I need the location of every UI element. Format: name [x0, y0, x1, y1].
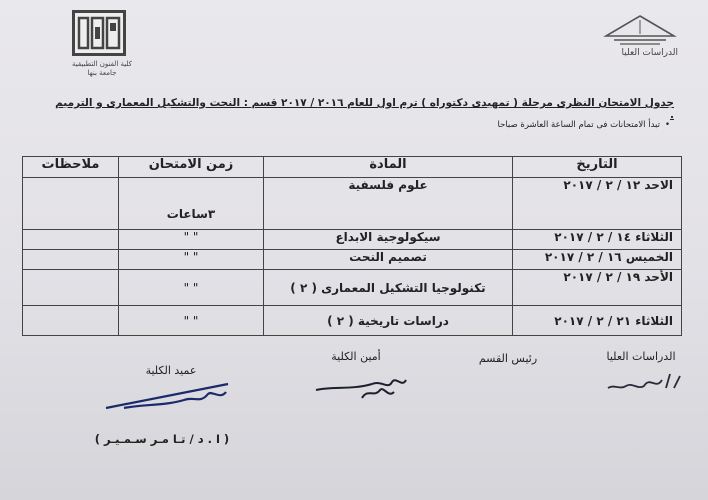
row-subject: علوم فلسفية — [264, 178, 513, 230]
logo-university-name: جامعة بنها — [87, 69, 117, 77]
dean-name: ( ا . د / تـا مـر سـمـيـر ) — [94, 432, 230, 446]
row-notes — [23, 250, 119, 270]
header-duration: زمن الامتحان — [119, 157, 264, 178]
row-date: الاحد ١٢ / ٢ / ٢٠١٧ — [513, 178, 682, 230]
bullet-icon: • — [664, 120, 670, 130]
faculty-secretary-signature-icon — [312, 368, 412, 404]
row-subject: سيكولوجية الابداع — [264, 230, 513, 250]
row-duration: " " — [119, 250, 264, 270]
logo-faculty-name: كلية الفنون التطبيقية — [71, 60, 133, 68]
document-title: جدول الامتحان النظرى مرحلة ( تمهيدى دكتوراه ) ترم اول للعام ٢٠١٦ / ٢٠١٧ قسم : النحت والتشكيل المعمارى و الترميم . — [55, 97, 674, 121]
row-notes — [23, 178, 119, 230]
row-duration: " " — [119, 306, 264, 336]
row-duration: " " — [119, 270, 264, 306]
row-subject: تكنولوجيا التشكيل المعمارى ( ٢ ) — [264, 270, 513, 306]
grad-studies-label: الدراسات العليا — [621, 48, 678, 58]
row-date: الخميس ١٦ / ٢ / ٢٠١٧ — [513, 250, 682, 270]
row-date: الأحد ١٩ / ٢ / ٢٠١٧ — [513, 270, 682, 306]
table-row — [23, 306, 682, 336]
table-row — [23, 270, 682, 306]
faculty-secretary-signatory: أمين الكلية — [331, 350, 381, 363]
table-row — [23, 230, 682, 250]
row-date: الثلاثاء ١٤ / ٢ / ٢٠١٧ — [513, 230, 682, 250]
university-emblem-icon — [600, 14, 680, 48]
row-notes — [23, 230, 119, 250]
row-duration: " " — [119, 230, 264, 250]
grad-studies-signatory: الدراسات العليا — [606, 350, 676, 363]
dept-head-signatory: رئيس القسم — [478, 352, 538, 365]
row-duration — [119, 178, 264, 230]
row-duration-text: ٣ساعات — [166, 207, 216, 221]
row-subject: دراسات تاريخية ( ٢ ) — [264, 306, 513, 336]
row-date: الثلاثاء ٢١ / ٢ / ٢٠١٧ — [513, 306, 682, 336]
exam-schedule-table — [22, 156, 682, 336]
header-date: التاريخ — [513, 157, 682, 178]
row-subject: تصميم النحت — [264, 250, 513, 270]
row-notes — [23, 270, 119, 306]
exam-start-note — [270, 120, 670, 130]
row-notes — [23, 306, 119, 336]
table-row — [23, 250, 682, 270]
table-header-row — [23, 157, 682, 178]
dean-signature-icon — [104, 380, 234, 414]
table-row — [23, 178, 682, 230]
dean-signatory: عميد الكلية — [145, 364, 197, 377]
university-logo — [580, 14, 690, 64]
header-subject: المادة — [264, 157, 513, 178]
grad-studies-signature-icon — [604, 368, 684, 394]
faculty-logo — [62, 10, 152, 90]
header-notes: ملاحظات — [23, 157, 119, 178]
faculty-emblem-icon — [72, 10, 126, 56]
exam-start-note-text: تبدأ الامتحانات فى تمام الساعة العاشرة صباحا — [497, 120, 660, 130]
